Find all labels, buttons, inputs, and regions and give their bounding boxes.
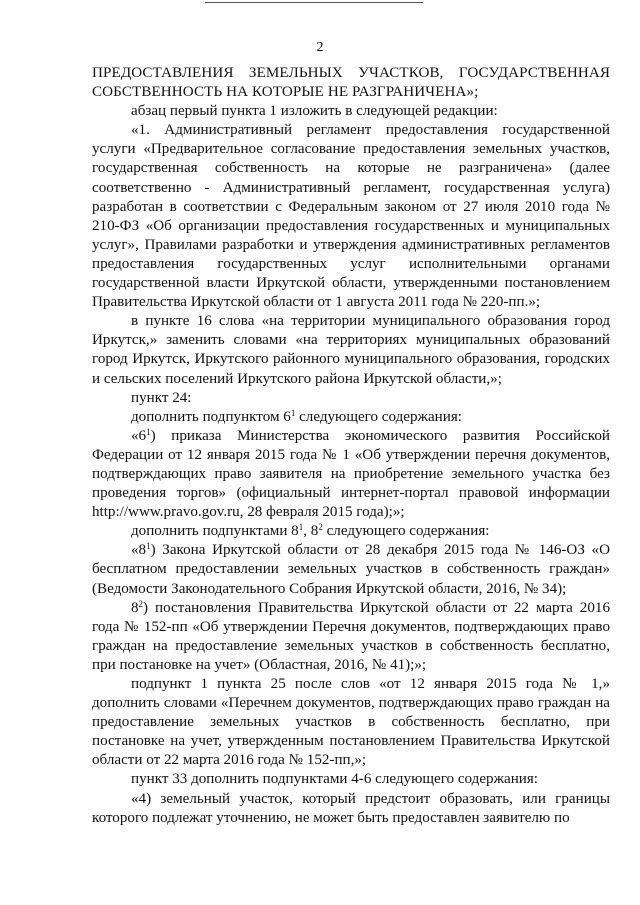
superscript: 1 xyxy=(290,407,296,418)
text-run: «6 xyxy=(131,427,147,444)
superscript: 1 xyxy=(146,426,151,437)
text-run: ) Закона Иркутской области от 28 декабря 2015 года № 146-ОЗ «О бесплатном предоставлении земельных участков в собственность граждан» (Ведомости Законодательного Собрания Иркутской области, 2016, № 34); xyxy=(92,542,610,597)
page-number: 2 xyxy=(316,40,324,55)
text-run: ) приказа Министерства экономического развития Российской Федерации от 12 января 2015 года № 1 «Об утверждении перечня документов, подтверждающих право заявителя на приобретение земельного участка без проведения торгов» (официальный интернет-портал правовой информации http://www.pravo.gov.ru, 28 февраля 2015 года);»; xyxy=(92,427,610,521)
superscript: 2 xyxy=(138,598,144,609)
paragraph: пункт 24: xyxy=(131,389,192,406)
text-run: дополнить подпунктами 8 xyxy=(131,523,299,540)
paragraph: в пункте 16 слова «на территории муниципального образования город Иркутск,» заменить словами «на территориях муниципальных образований город Иркутск, Иркутского районного муниципального образования, городских и сельских поселений Иркутского района Иркутской области,»; xyxy=(92,313,610,387)
text-run: следующего содержания: xyxy=(295,408,462,425)
paragraph xyxy=(92,541,610,598)
text-run: ) постановления Правительства Иркутской области от 22 марта 2016 года № 152-пп «Об утверждении Перечня документов, подтверждающих право граждан на предоставление земельных участков в собственность бесплатно, при постановке на учет» (Областная, 2016, № 41);»; xyxy=(92,599,610,673)
text-run: следующего содержания: xyxy=(322,523,490,540)
text-run: дополнить подпунктом 6 xyxy=(131,408,291,425)
superscript: 1 xyxy=(146,541,151,552)
text-run: 8 xyxy=(131,599,139,616)
top-rule xyxy=(205,2,423,3)
paragraph: «1. Административный регламент предоставления государственной услуги «Предварительное согласование предоставления земельных участков, государственная собственность на которые не разграничена» (далее соответственно - Административный регламент, государственная услуга) разработан в соответствии с Федеральным законом от 27 июля 2010 года № 210-ФЗ «Об организации предоставления государственных и муниципальных услуг», Правилами разработки и утверждения административных регламентов предоставления государственных услуг исполнительными органами государственной власти Иркутской области, утвержденными постановлением Правительства Иркутской области от 1 августа 2011 года № 220-пп.»; xyxy=(92,122,610,311)
paragraph: пункт 33 дополнить подпунктами 4-6 следующего содержания: xyxy=(131,771,538,788)
paragraph xyxy=(92,427,610,522)
paragraph xyxy=(92,599,610,675)
paragraph xyxy=(92,522,610,541)
paragraph: ПРЕДОСТАВЛЕНИЯ ЗЕМЕЛЬНЫХ УЧАСТКОВ, ГОСУДАРСТВЕННАЯ СОБСТВЕННОСТЬ НА КОТОРЫЕ НЕ РАЗГРАНИЧЕНА»; xyxy=(92,65,610,101)
paragraph: абзац первый пункта 1 изложить в следующей редакции: xyxy=(131,103,498,120)
document-body xyxy=(92,64,610,828)
text-run: , 8 xyxy=(303,523,319,540)
superscript: 2 xyxy=(318,522,323,533)
paragraph xyxy=(92,408,610,427)
superscript: 1 xyxy=(298,522,304,533)
paragraph: подпункт 1 пункта 25 после слов «от 12 января 2015 года № 1,» дополнить словами «Перечнем документов, подтверждающих право граждан на предоставление земельных участков в собственность бесплатно, при постановке на учет, утвержденным постановлением Правительства Иркутской области от 22 марта 2016 года № 152-пп,»; xyxy=(92,676,610,769)
text-run: «8 xyxy=(131,542,147,559)
paragraph: «4) земельный участок, который предстоит образовать, или границы которого подлежат уточнению, не может быть предоставлен заявителю по xyxy=(92,790,610,826)
